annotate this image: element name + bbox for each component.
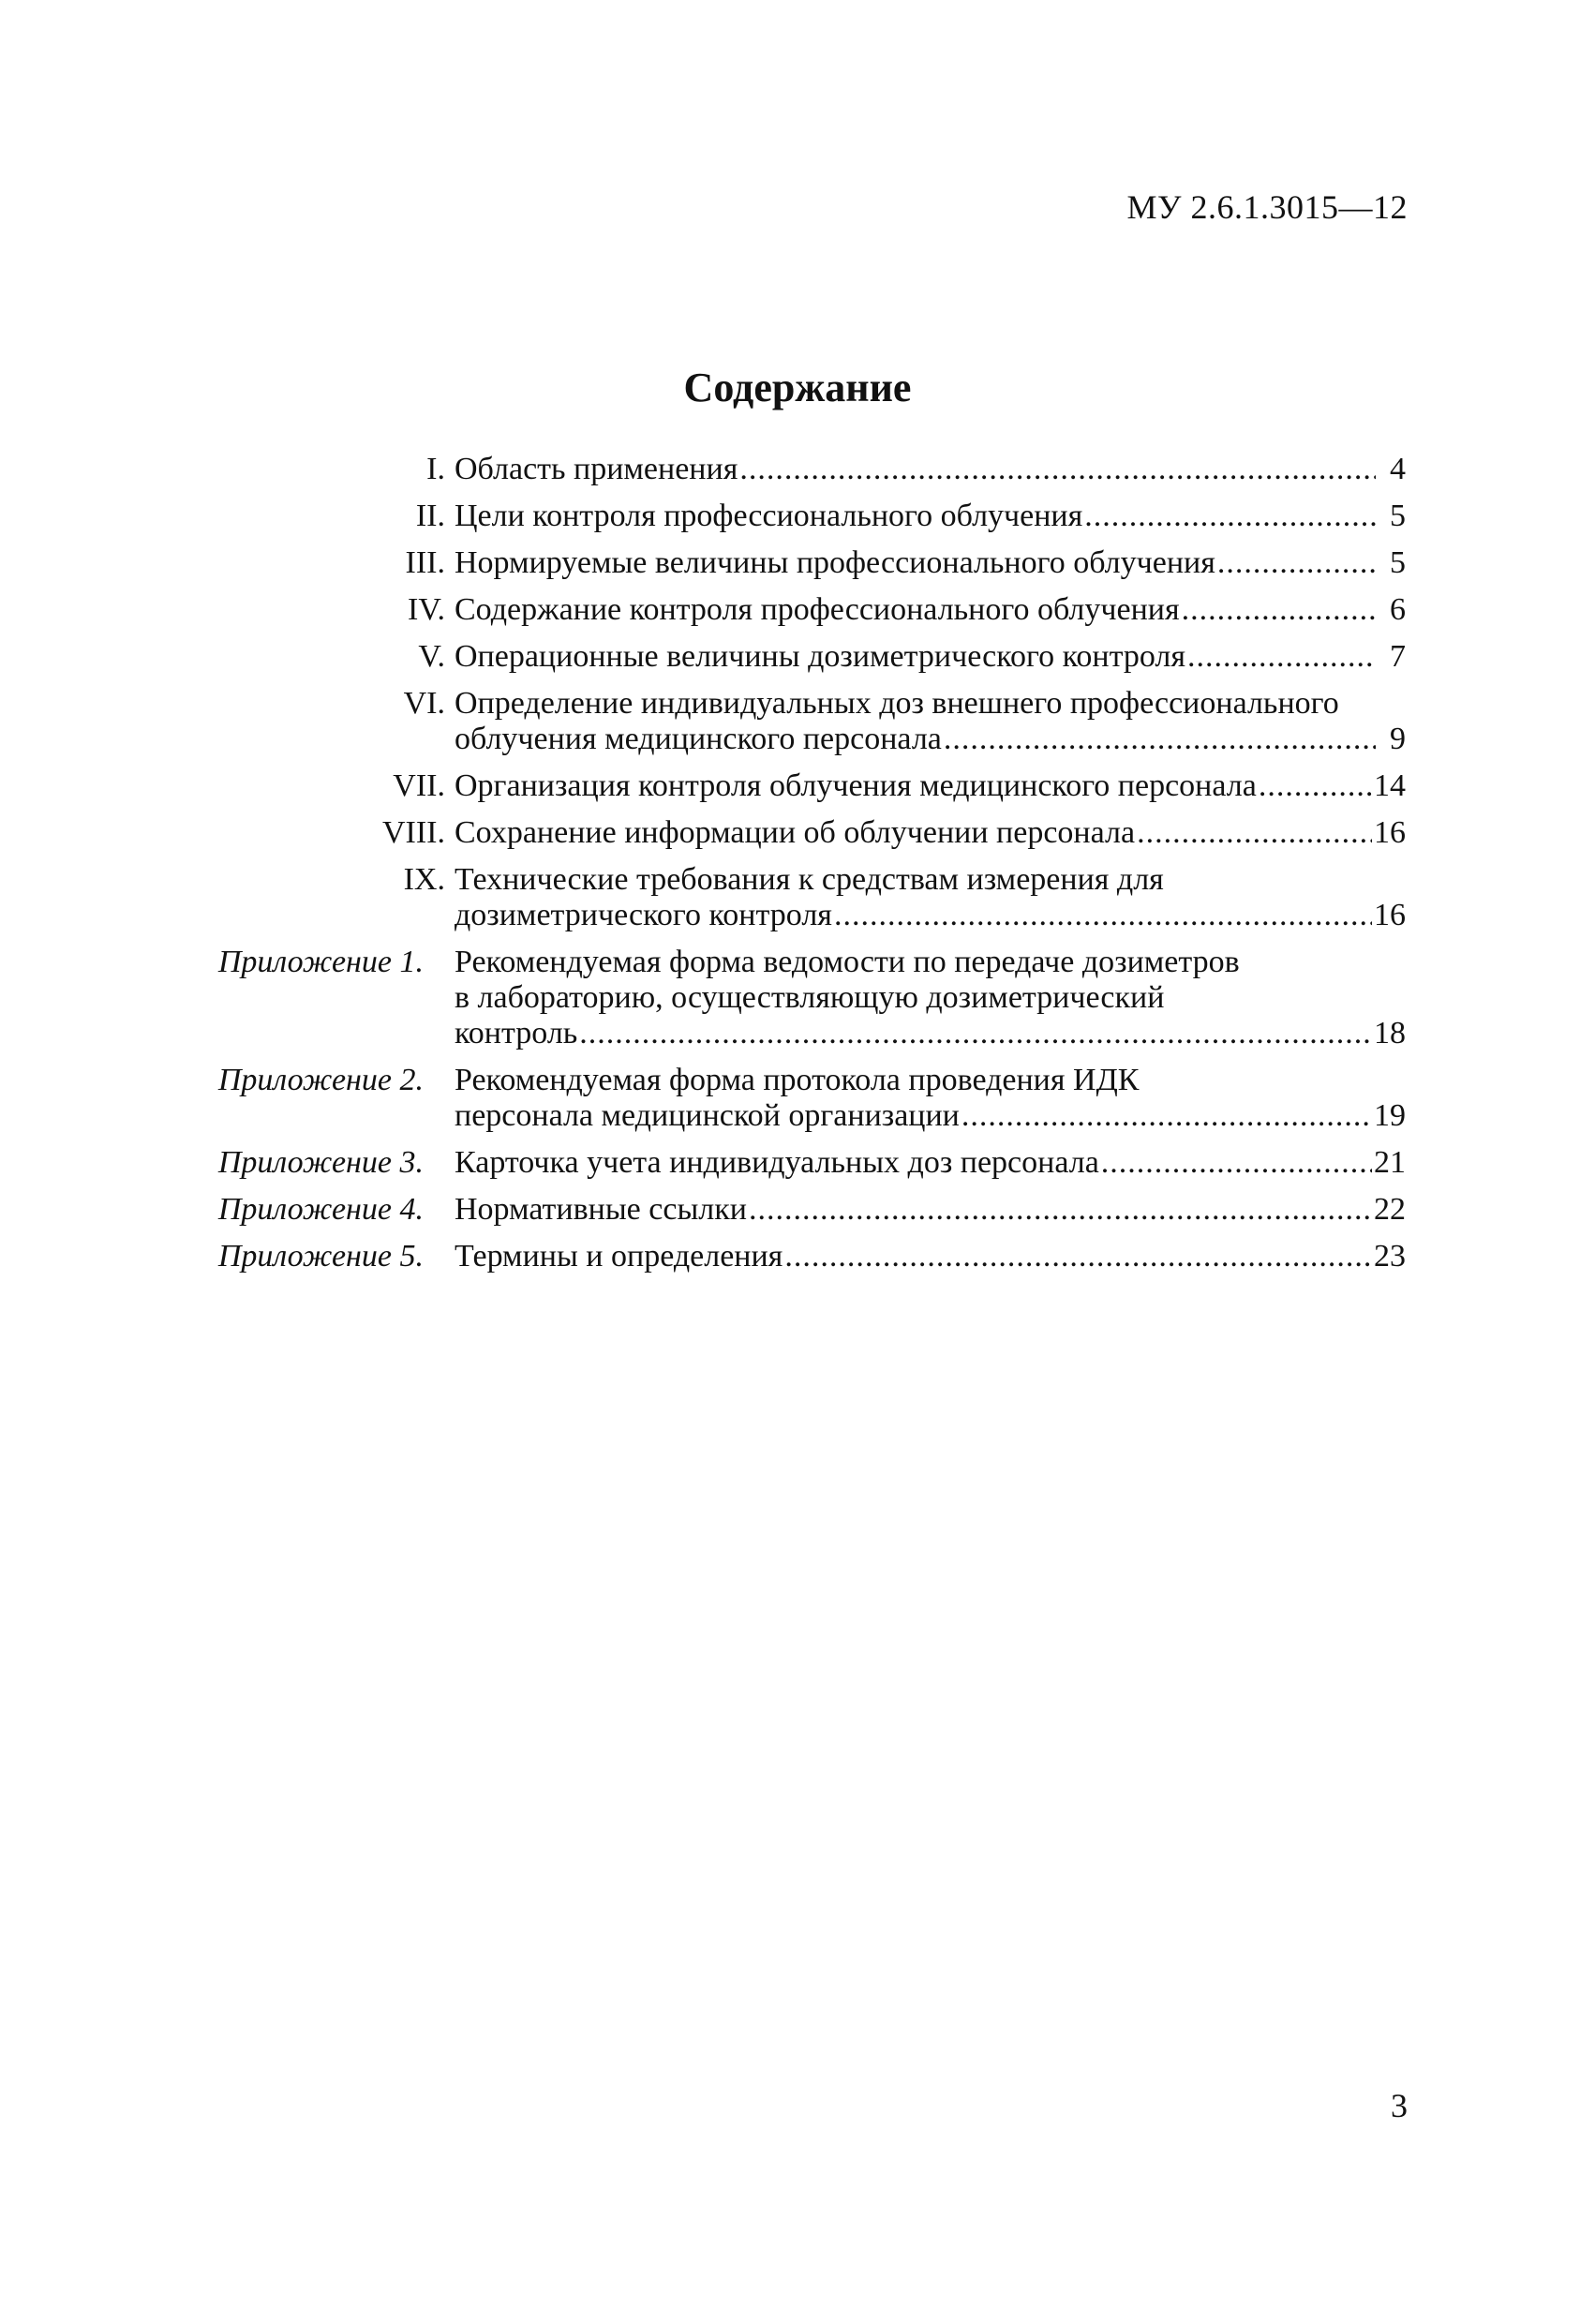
appendix-title-continued: контроль (455, 1016, 578, 1050)
toc-entry-number: IX. (403, 862, 445, 897)
appendix-label: Приложение 3. (217, 1145, 424, 1180)
toc-entry-number: I. (426, 452, 445, 486)
appendix-label: Приложение 4. (217, 1192, 424, 1227)
dot-leader (1187, 639, 1376, 675)
appendix-title: Нормативные ссылки (455, 1192, 747, 1227)
toc-entry-number: VIII. (381, 815, 445, 850)
appendix-label: Приложение 5. (217, 1239, 424, 1274)
toc-entry-title: Содержание контроля профессионального облучения (455, 592, 1180, 627)
toc-entry-title: Цели контроля профессионального облучения (455, 499, 1083, 533)
toc-entry-8[interactable] (183, 815, 1406, 851)
dot-leader (1084, 499, 1376, 534)
dot-leader (1137, 815, 1372, 851)
toc-entry-page: 7 (1390, 639, 1406, 674)
toc-entry-9[interactable] (183, 862, 1406, 933)
toc-entry-title: Область применения (455, 452, 738, 486)
toc-appendix-5[interactable] (183, 1239, 1406, 1274)
toc-entry-3[interactable] (183, 545, 1406, 581)
dot-leader (961, 1098, 1372, 1134)
dot-leader (1217, 545, 1376, 581)
appendix-title: Рекомендуемая форма протокола проведения ИДК (455, 1063, 1140, 1097)
toc-entry-page: 5 (1390, 545, 1406, 580)
toc-entry-6[interactable] (183, 686, 1406, 757)
toc-entry-page: 14 (1374, 768, 1406, 803)
toc-entry-2[interactable] (183, 499, 1406, 534)
document-code: МУ 2.6.1.3015—12 (1126, 188, 1408, 226)
toc-entry-7[interactable] (183, 768, 1406, 804)
dot-leader (739, 452, 1376, 487)
appendix-title-continued: в лабораторию, осуществляющую дозиметрический (455, 980, 1165, 1015)
toc-appendix-1[interactable] (183, 945, 1406, 1051)
toc-entry-1[interactable] (183, 452, 1406, 487)
toc-entry-number: IV. (408, 592, 445, 627)
toc-entry-title-continued: облучения медицинского персонала (455, 722, 942, 756)
toc-entry-title: Организация контроля облучения медицинского персонала (455, 768, 1257, 803)
toc-appendix-3[interactable] (183, 1145, 1406, 1181)
appendix-page: 22 (1374, 1192, 1406, 1227)
toc-entry-title: Операционные величины дозиметрического контроля (455, 639, 1186, 674)
toc-entry-page: 5 (1390, 499, 1406, 533)
appendix-page: 18 (1374, 1016, 1406, 1050)
appendix-page: 21 (1374, 1145, 1406, 1180)
toc-entry-title: Нормируемые величины профессионального облучения (455, 545, 1215, 580)
toc-entry-number: V. (418, 639, 445, 674)
appendix-label: Приложение 1. (217, 945, 424, 979)
appendix-title: Рекомендуемая форма ведомости по передаче дозиметров (455, 945, 1240, 979)
toc-entry-title-continued: дозиметрического контроля (455, 898, 832, 932)
appendix-label: Приложение 2. (217, 1063, 424, 1097)
toc-entry-page: 16 (1374, 815, 1406, 850)
toc-entry-page: 16 (1374, 898, 1406, 932)
toc-entry-title: Технические требования к средствам измерения для (455, 862, 1164, 897)
dot-leader (1259, 768, 1372, 804)
dot-leader (749, 1192, 1372, 1228)
dot-leader (784, 1239, 1372, 1274)
appendix-page: 19 (1374, 1098, 1406, 1133)
page-number: 3 (1391, 2087, 1408, 2124)
appendix-title: Термины и определения (455, 1239, 783, 1274)
toc-entry-4[interactable] (183, 592, 1406, 628)
toc-entry-title: Определение индивидуальных доз внешнего профессионального (455, 686, 1339, 721)
toc-appendix-4[interactable] (183, 1192, 1406, 1228)
toc-entry-5[interactable] (183, 639, 1406, 675)
toc-entry-page: 4 (1390, 452, 1406, 486)
dot-leader (579, 1016, 1372, 1051)
appendix-title: Карточка учета индивидуальных доз персонала (455, 1145, 1099, 1180)
toc-entry-number: VII. (393, 768, 445, 803)
toc-entry-number: III. (405, 545, 445, 580)
table-of-contents (183, 452, 1406, 1286)
toc-entry-page: 9 (1390, 722, 1406, 756)
dot-leader (1182, 592, 1376, 628)
toc-entry-number: VI. (403, 686, 445, 721)
appendix-page: 23 (1374, 1239, 1406, 1274)
appendix-title-continued: персонала медицинской организации (455, 1098, 960, 1133)
toc-entry-title: Сохранение информации об облучении персонала (455, 815, 1136, 850)
toc-entry-page: 6 (1390, 592, 1406, 627)
toc-appendix-2[interactable] (183, 1063, 1406, 1134)
toc-entry-number: II. (415, 499, 445, 533)
dot-leader (1101, 1145, 1372, 1181)
dot-leader (944, 722, 1376, 757)
dot-leader (834, 898, 1372, 933)
page-title: Содержание (683, 365, 912, 410)
